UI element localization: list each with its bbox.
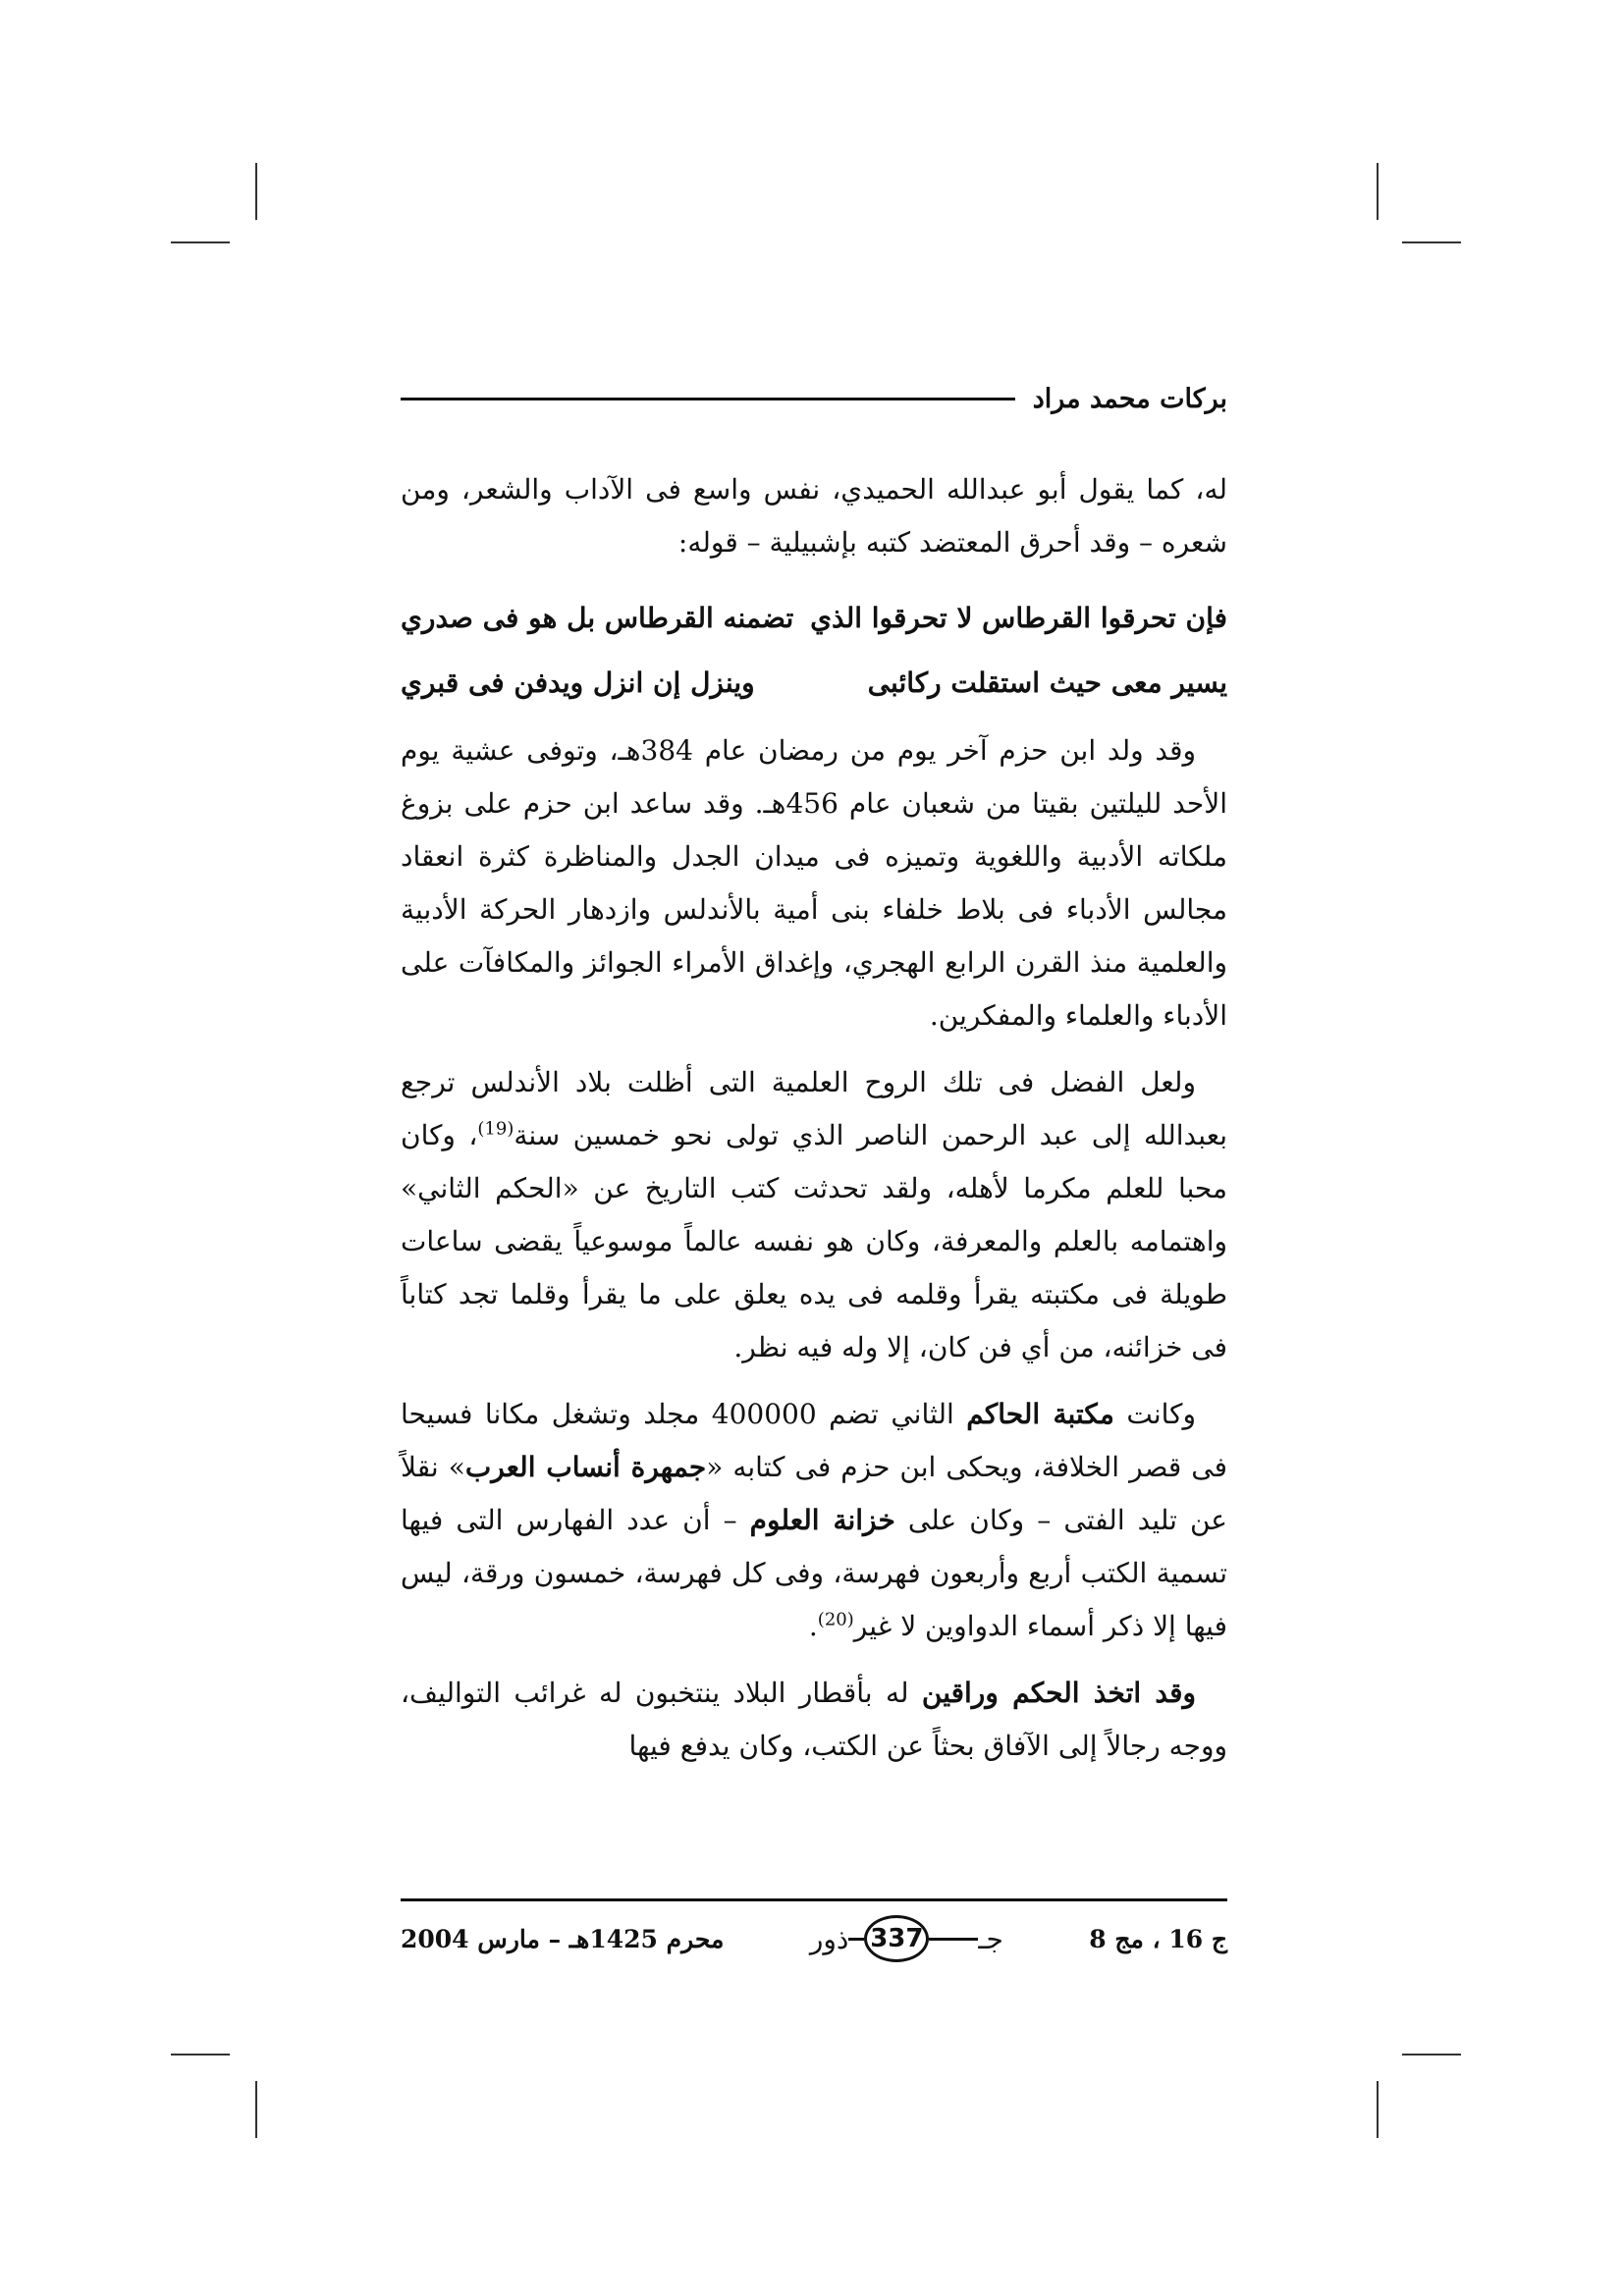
paragraph (401, 1388, 1227, 1653)
page-body (401, 371, 1227, 1773)
footer-issue: ج 16 ، مج 8 (1089, 1924, 1227, 1953)
paragraph: وقد ولد ابن حزم آخر يوم من رمضان عام 384هـ، وتوفى عشية يوم الأحد لليلتين بقيتا من شعبان عام 456هـ. وقد ساعد ابن حزم على بزوغ ملكاته الأدبية واللغوية وتميزه فى ميدان الجدل والمناظرة كثرة انعقاد مجالس الأدباء فى بلاط خلفاء بنى أمية بالأندلس وازدهار الحركة الأدبية والعلمية منذ القرن الرابع الهجري، وإغداق الأمراء الجوائز والمكافآت على الأدباء والعلماء والمفكرين. (401, 734, 1227, 1032)
crop-mark (1402, 241, 1461, 243)
bold-term: مكتبة الحاكم (966, 1398, 1114, 1430)
crop-mark (255, 2081, 257, 2138)
poem-verse (401, 650, 1227, 715)
page-footer (401, 1898, 1227, 1962)
book-title: جمهرة أنساب العرب (464, 1451, 707, 1483)
paragraph-text: الثاني تضم 400000 مجلد وتشغل مكانا فسيحا فى قصر الخلافة، ويحكى ابن حزم فى كتابه « (401, 1398, 1227, 1483)
header-author: بركات محمد مراد (1032, 383, 1227, 414)
paragraph-text: ولعل الفضل فى تلك الروح العلمية التى أظلت بلاد الأندلس ترجع بعبدالله إلى عبد الرحمن الناصر الذي تولى نحو خمسين سنة (401, 1066, 1227, 1151)
paragraph-text: » نقلاً عن تليد الفتى – وكان على (401, 1451, 1227, 1536)
crop-mark (255, 163, 257, 220)
bold-term: خزانة العلوم (749, 1504, 895, 1536)
logo-text: جـ (978, 1922, 1003, 1955)
logo-text: ذور (809, 1922, 849, 1955)
page-number: 337 (864, 1915, 929, 1962)
header-rule (401, 398, 1015, 400)
paragraph-text: وكانت (1113, 1398, 1197, 1430)
running-header (401, 371, 1227, 426)
verse-second-half: تضمنه القرطاس بل هو فى صدري (401, 601, 794, 634)
footnote-ref: (20) (817, 1609, 854, 1630)
paragraph: له، كما يقول أبو عبدالله الحميدي، نفس واسع فى الآداب والشعر، ومن شعره – وقد أحرق المعتضد كتبه بإشبيلية – قوله: (401, 473, 1227, 559)
bold-term: وقد اتخذ الحكم وراقين (921, 1677, 1196, 1709)
journal-logo (810, 1915, 1003, 1962)
crop-mark (171, 2054, 230, 2056)
crop-mark (1377, 2081, 1379, 2138)
verse-second-half: وينزل إن انزل ويدفن فى قبري (401, 666, 755, 699)
paragraph (401, 1056, 1227, 1374)
verse-first-half: يسير معى حيث استقلت ركائبى (867, 666, 1227, 699)
crop-mark (1377, 163, 1379, 220)
footer-date: محرم 1425هـ – مارس 2004 (401, 1924, 725, 1953)
crop-mark (1402, 2054, 1461, 2056)
paragraph-text: له بأقطار البلاد ينتخبون له غرائب التواليف، ووجه رجالاً إلى الآفاق بحثاً عن الكتب، وكان يدفع فيها (401, 1677, 1227, 1762)
poem-verse (401, 585, 1227, 650)
paragraph (401, 1667, 1227, 1773)
verse-first-half: فإن تحرقوا القرطاس لا تحرقوا الذي (810, 601, 1227, 634)
paragraph-text: – أن عدد الفهارس التى فيها تسمية الكتب أربع وأربعون فهرسة، وفى كل فهرسة، خمسون ورقة، ليس فيها إلا ذكر أسماء الدواوين لا غير (401, 1504, 1227, 1642)
footnote-ref: (19) (477, 1118, 514, 1140)
paragraph-text: ، وكان محبا للعلم مكرما لأهله، ولقد تحدثت كتب التاريخ عن «الحكم الثاني» واهتمامه بالعلم والمعرفة، وكان هو نفسه عالماً موسوعياً يقضى ساعات طويلة فى مكتبته يقرأ وقلمه فى يده يعلق على ما يقرأ وقلما تجد كتاباً فى خزائنه، من أي فن كان، إلا وله فيه نظر. (401, 1119, 1227, 1363)
logo-stroke (929, 1938, 978, 1941)
logo-stroke (848, 1938, 864, 1941)
poem (401, 585, 1227, 715)
crop-mark (171, 241, 230, 243)
paragraph-text: . (808, 1610, 818, 1642)
